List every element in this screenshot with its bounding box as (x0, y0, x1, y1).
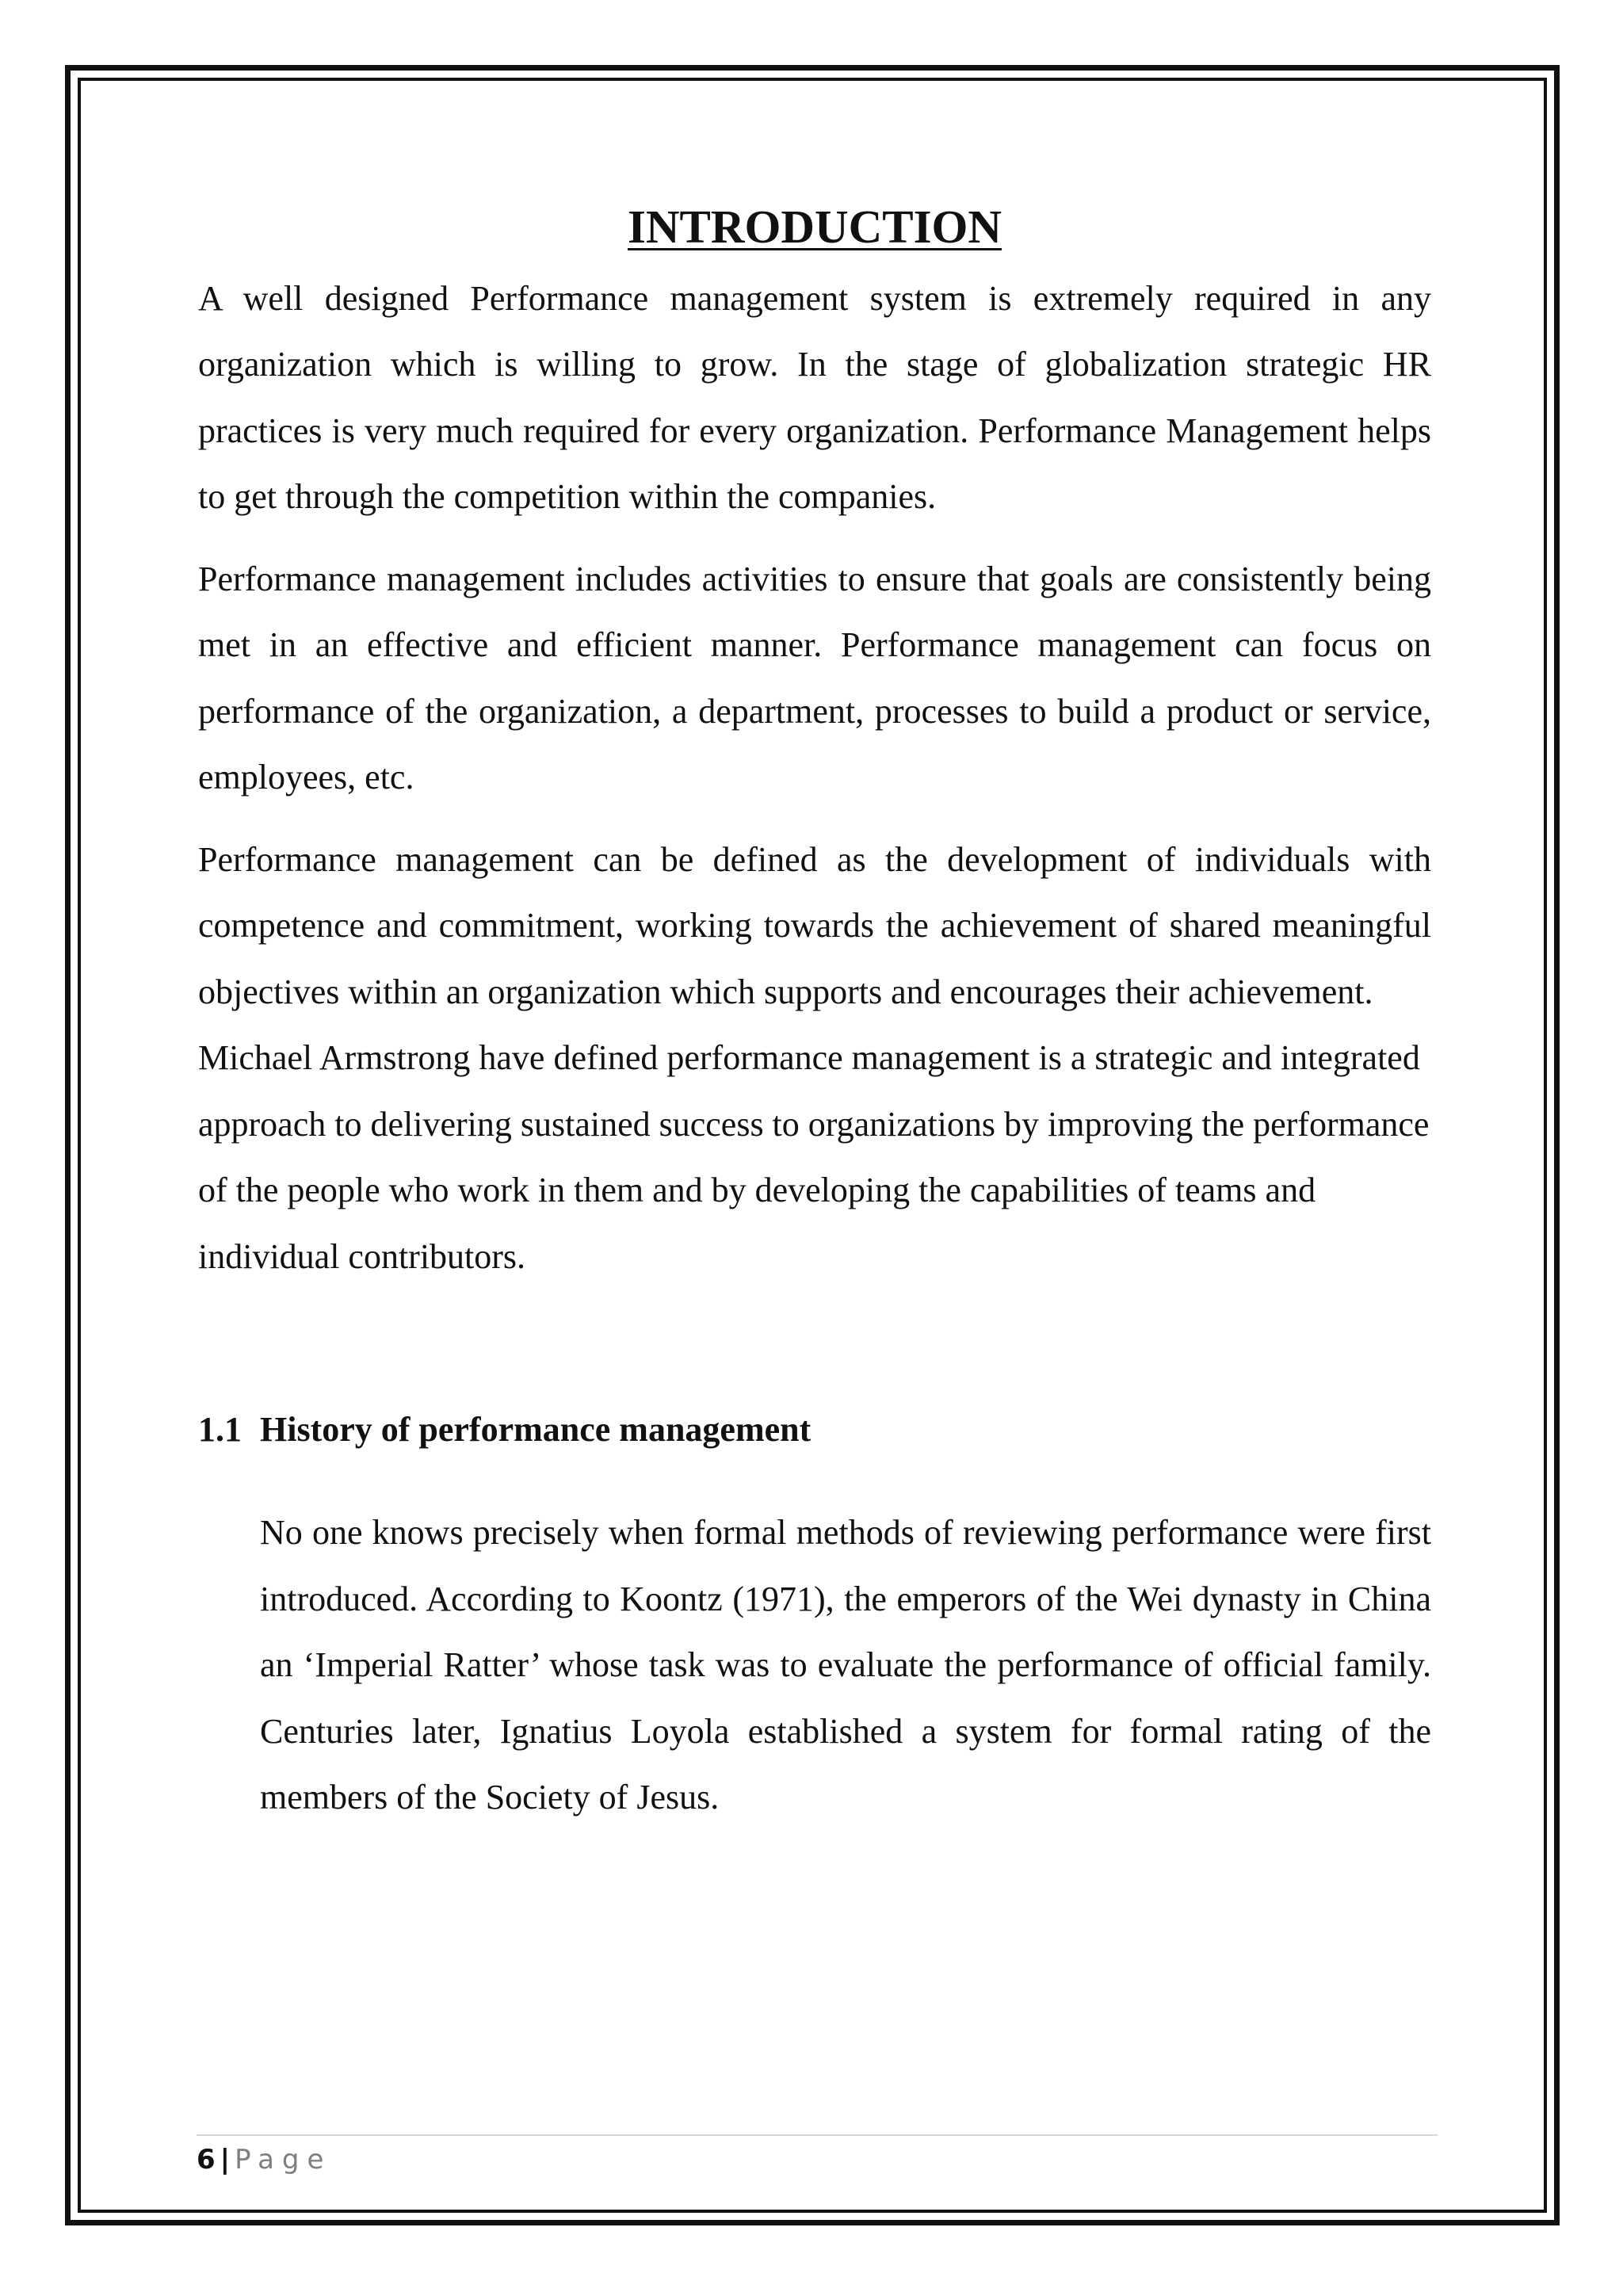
section-heading-text: History of performance management (260, 1410, 812, 1450)
intro-paragraph-1: A well designed Performance management system is extremely required in any organization which is willing to grow. In the stage of globalization strategic HR practices is very much required for every organization. Performance Management helps to get through the competition within the companies. (198, 278, 1431, 517)
document-body (198, 184, 1431, 1847)
section-heading (198, 1407, 1431, 1452)
page-label: Page (235, 2144, 332, 2176)
footer-separator: | (220, 2144, 231, 2176)
section-paragraph: No one knows precisely when formal methods of reviewing performance were first introduced. According to Koontz (1971), the emperors of the Wei dynasty in China an ‘Imperial Ratter’ whose task was to evaluate the performance of official family. Centuries later, Ignatius Loyola established a system for formal rating of the members of the Society of Jesus. (260, 1513, 1431, 1817)
page-title: INTRODUCTION (627, 201, 1002, 253)
section-number: 1.1 (198, 1410, 242, 1450)
intro-paragraph-2: Performance management includes activities to ensure that goals are consistently being met in an effective and efficient manner. Performance management can focus on performance of the organization, a department, processes to build a product or service, employees, etc. (198, 559, 1431, 797)
page-footer (197, 2142, 331, 2177)
intro-paragraph-4: Michael Armstrong have defined performance management is a strategic and integrated approach to delivering sustained success to organizations by improving the performance of the people who work in them and by developing the capabilities of teams and individual contributors. (198, 1038, 1430, 1276)
page-number: 6 (197, 2144, 216, 2176)
footer-divider (197, 2134, 1438, 2136)
intro-paragraph-3: Performance management can be defined as the development of individuals with competence and commitment, working towards the achievement of shared meaningful objectives within an organization which supports and encourages their achievement. (198, 839, 1431, 1011)
